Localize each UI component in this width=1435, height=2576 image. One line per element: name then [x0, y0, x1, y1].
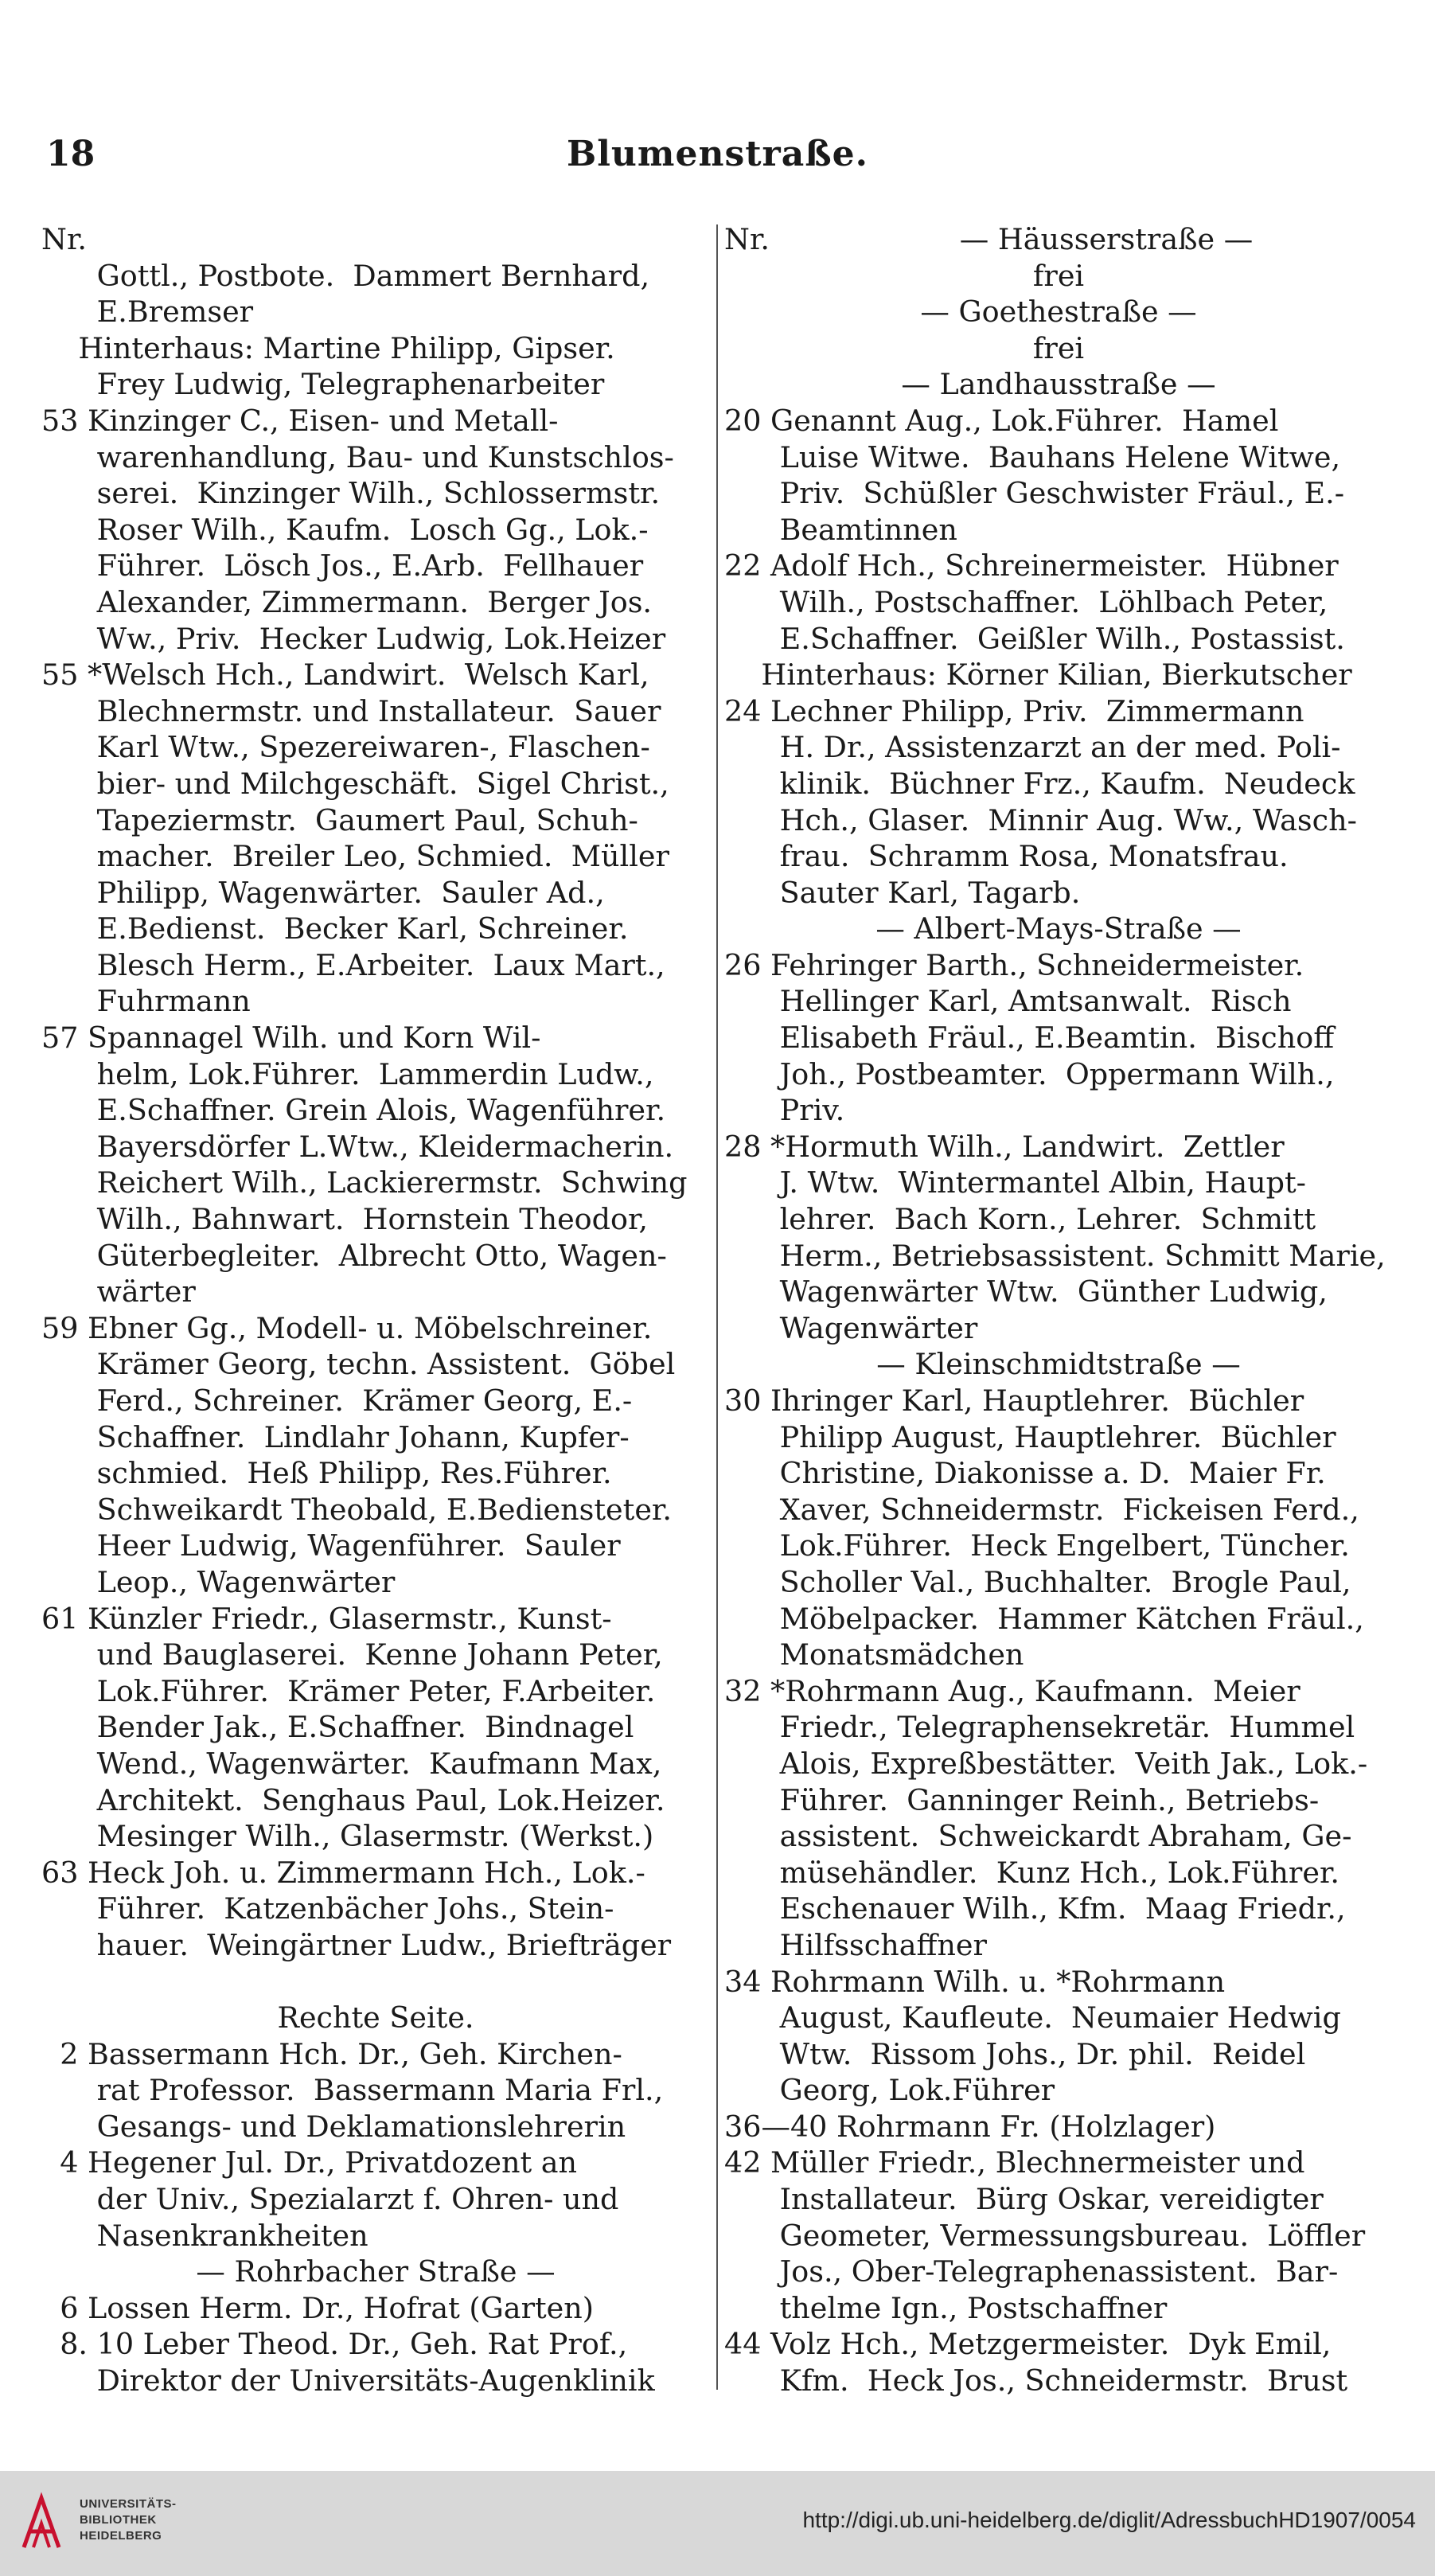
right-column-entry-line: J. Wtw. Wintermantel Albin, Haupt-	[724, 1165, 1306, 1200]
right-column-entry-line: klinik. Büchner Frz., Kaufm. Neudeck	[724, 766, 1355, 801]
right-column-entry-line: Lok.Führer. Heck Engelbert, Tüncher.	[724, 1528, 1350, 1563]
right-column-entry-line: Luise Witwe. Bauhans Helene Witwe,	[724, 439, 1341, 474]
left-column-entry-line: 6 Lossen Herm. Dr., Hofrat (Garten)	[41, 2290, 595, 2325]
left-column-entry-line: der Univ., Spezialarzt f. Ohren- und	[41, 2182, 619, 2217]
left-column-entry-line: Wend., Wagenwärter. Kaufmann Max,	[41, 1746, 662, 1781]
left-column-entry-line: 2 Bassermann Hch. Dr., Geh. Kirchen-	[41, 2036, 622, 2071]
left-column-entry-line: Lok.Führer. Krämer Peter, F.Arbeiter.	[41, 1673, 656, 1708]
left-column-entry-line: hauer. Weingärtner Ludw., Briefträger	[41, 1927, 672, 1962]
right-column-entry-line: 26 Fehringer Barth., Schneidermeister.	[724, 947, 1304, 982]
right-column-entry-line: 30 Ihringer Karl, Hauptlehrer. Büchler	[724, 1384, 1304, 1418]
left-column-entry-line: rat Professor. Bassermann Maria Frl.,	[41, 2073, 664, 2108]
left-column-entry-line: E.Schaffner. Grein Alois, Wagenführer.	[41, 1093, 666, 1128]
logo-line: BIBLIOTHEK	[80, 2513, 157, 2527]
right-column	[724, 221, 1393, 2399]
left-column-entry-line: Fuhrmann	[41, 984, 251, 1019]
left-column-entry-line: warenhandlung, Bau- und Kunstschlos-	[41, 439, 674, 474]
left-column-entry-line: Ferd., Schreiner. Krämer Georg, E.-	[41, 1384, 633, 1418]
left-column-heading-line: — Rohrbacher Straße —	[196, 2254, 556, 2289]
right-column-entry-line: Hinterhaus: Körner Kilian, Bierkutscher	[724, 658, 1352, 693]
right-column-entry-line: 44 Volz Hch., Metzgermeister. Dyk Emil,	[724, 2327, 1332, 2362]
right-column-entry-line: 24 Lechner Philipp, Priv. Zimmermann	[724, 693, 1304, 728]
left-column-entry-line: Wilh., Bahnwart. Hornstein Theodor,	[41, 1202, 649, 1237]
footer-bar	[0, 2471, 1435, 2576]
right-column-heading-line: frei	[1032, 258, 1085, 293]
right-column-entry-line: August, Kaufleute. Neumaier Hedwig	[724, 2000, 1341, 2035]
right-column-entry-line: Hch., Glaser. Minnir Aug. Ww., Wasch-	[724, 802, 1357, 837]
right-column-entry-line: assistent. Schweickardt Abraham, Ge-	[724, 1819, 1352, 1854]
left-column-entry-line: Philipp, Wagenwärter. Sauler Ad.,	[41, 875, 605, 910]
left-column-entry-line: 8. 10 Leber Theod. Dr., Geh. Rat Prof.,	[41, 2327, 628, 2362]
right-column-header	[724, 221, 1393, 258]
right-column-heading-line: — Goethestraße —	[920, 295, 1197, 330]
left-column-entry-line: Gottl., Postbote. Dammert Bernhard,	[41, 258, 650, 293]
left-column-entry-line: Führer. Katzenbächer Johs., Stein-	[41, 1891, 614, 1926]
left-column-entry-line: schmied. Heß Philipp, Res.Führer.	[41, 1456, 612, 1491]
left-column-entry-line: E.Bedienst. Becker Karl, Schreiner.	[41, 911, 629, 946]
right-column-entry-line: Monatsmädchen	[724, 1637, 1024, 1672]
left-column-entry-line: Architekt. Senghaus Paul, Lok.Heizer.	[41, 1782, 665, 1817]
right-column-entry-line: Elisabeth Fräul., E.Beamtin. Bischoff	[724, 1021, 1335, 1056]
right-column-entry-line: Möbelpacker. Hammer Kätchen Fräul.,	[724, 1601, 1364, 1636]
left-column-entry-line: Mesinger Wilh., Glasermstr. (Werkst.)	[41, 1819, 654, 1854]
right-column-entry-line: Alois, Expreßbestätter. Veith Jak., Lok.-	[724, 1746, 1368, 1781]
right-column-entry-line: Wagenwärter	[724, 1310, 978, 1345]
left-column-entry-line: Roser Wilh., Kaufm. Losch Gg., Lok.-	[41, 512, 649, 547]
right-column-entry-line: Georg, Lok.Führer	[724, 2073, 1055, 2108]
right-column-entry-line: Sauter Karl, Tagarb.	[724, 875, 1081, 910]
running-head: Blumenstraße.	[567, 134, 868, 174]
left-column-entry-line: Karl Wtw., Spezereiwaren-, Flaschen-	[41, 730, 650, 765]
left-column-entry-line: Alexander, Zimmermann. Berger Jos.	[41, 584, 653, 619]
left-column-entry-line: Schweikardt Theobald, E.Bediensteter.	[41, 1492, 672, 1527]
page-number: 18	[46, 134, 96, 174]
right-column-entry-line: Friedr., Telegraphensekretär. Hummel	[724, 1710, 1355, 1745]
right-column-entry-line: Philipp August, Hauptlehrer. Büchler	[724, 1419, 1336, 1454]
left-column-entry-line: Nasenkrankheiten	[41, 2218, 368, 2253]
left-column	[41, 221, 710, 2399]
left-column-entry-line: 57 Spannagel Wilh. und Korn Wil-	[41, 1021, 541, 1056]
right-column-nr-label: Nr.	[724, 222, 770, 256]
right-column-entry-line: Priv. Schüßler Geschwister Fräul., E.-	[724, 476, 1345, 511]
left-column-entry-line: Bayersdörfer L.Wtw., Kleidermacherin.	[41, 1129, 674, 1164]
right-column-heading-line: — Landhausstraße —	[901, 367, 1216, 402]
left-column-entry-line: Heer Ludwig, Wagenführer. Sauler	[41, 1528, 621, 1563]
right-column-section-heading: — Häusserstraße —	[959, 222, 1254, 256]
right-column-entry-line: H. Dr., Assistenzarzt an der med. Poli-	[724, 730, 1341, 765]
right-column-entry-line: Herm., Betriebsassistent. Schmitt Marie,	[724, 1238, 1386, 1273]
right-column-entry-line: Eschenauer Wilh., Kfm. Maag Friedr.,	[724, 1891, 1346, 1926]
left-column-entry-line: 4 Hegener Jul. Dr., Privatdozent an	[41, 2145, 578, 2180]
left-column-entry-line: 59 Ebner Gg., Modell- u. Möbelschreiner.	[41, 1310, 653, 1345]
left-column-entry-line: 55 *Welsch Hch., Landwirt. Welsch Karl,	[41, 658, 649, 693]
right-column-entry-line: Beamtinnen	[724, 512, 957, 547]
right-column-heading-line: frei	[1032, 330, 1085, 365]
right-column-entry-line: 20 Genannt Aug., Lok.Führer. Hamel	[724, 403, 1279, 438]
left-column-entry-line: Hinterhaus: Martine Philipp, Gipser.	[41, 330, 615, 365]
left-column-entry-line: Frey Ludwig, Telegraphenarbeiter	[41, 367, 605, 402]
right-column-entry-line: thelme Ign., Postschaffner	[724, 2290, 1168, 2325]
right-column-entry-line: E.Schaffner. Geißler Wilh., Postassist.	[724, 621, 1345, 656]
right-column-entry-line: Joh., Postbeamter. Oppermann Wilh.,	[724, 1056, 1335, 1091]
left-column-entry-line: Führer. Lösch Jos., E.Arb. Fellhauer	[41, 548, 644, 584]
right-column-entry-line: Xaver, Schneidermstr. Fickeisen Ferd.,	[724, 1492, 1359, 1527]
right-column-entry-line: Hilfsschaffner	[724, 1927, 987, 1962]
right-column-entry-line: Wagenwärter Wtw. Günther Ludwig,	[724, 1274, 1328, 1309]
left-column-entry-line: Reichert Wilh., Lackierermstr. Schwing	[41, 1165, 688, 1200]
right-column-entry-line: 22 Adolf Hch., Schreinermeister. Hübner	[724, 548, 1339, 584]
left-column-entry-line: Ww., Priv. Hecker Ludwig, Lok.Heizer	[41, 621, 666, 656]
logo-line: HEIDELBERG	[80, 2529, 162, 2543]
source-url-link[interactable]: http://digi.ub.uni-heidelberg.de/diglit/AdressbuchHD1907/0054	[802, 2508, 1416, 2532]
right-column-entry-line: 34 Rohrmann Wilh. u. *Rohrmann	[724, 1964, 1226, 1999]
left-column-entry-line: Tapeziermstr. Gaumert Paul, Schuh-	[41, 802, 638, 837]
right-column-entry-line: Priv.	[724, 1093, 845, 1128]
right-column-entry-line: 32 *Rohrmann Aug., Kaufmann. Meier	[724, 1673, 1300, 1708]
left-column-entry-line: macher. Breiler Leo, Schmied. Müller	[41, 839, 669, 874]
right-column-entry-line: Führer. Ganninger Reinh., Betriebs-	[724, 1782, 1320, 1817]
right-column-entry-line: Hellinger Karl, Amtsanwalt. Risch	[724, 984, 1292, 1019]
right-column-entry-line: 36—40 Rohrmann Fr. (Holzlager)	[724, 2109, 1216, 2144]
left-column-entry-line: und Bauglaserei. Kenne Johann Peter,	[41, 1637, 663, 1672]
left-column-entry-line: Blechnermstr. und Installateur. Sauer	[41, 693, 661, 728]
right-column-entry-line: lehrer. Bach Korn., Lehrer. Schmitt	[724, 1202, 1316, 1237]
left-column-entry-line: Nr.	[41, 222, 87, 256]
column-divider	[716, 224, 718, 2390]
right-column-entry-line: Wtw. Rissom Johs., Dr. phil. Reidel	[724, 2036, 1306, 2071]
right-column-heading-line: — Albert-Mays-Straße —	[875, 911, 1242, 946]
right-column-entry-line: Installateur. Bürg Oskar, vereidigter	[724, 2182, 1324, 2217]
left-column-entry-line: Leop., Wagenwärter	[41, 1564, 396, 1599]
left-column-entry-line: helm, Lok.Führer. Lammerdin Ludw.,	[41, 1056, 654, 1091]
left-column-entry-line: serei. Kinzinger Wilh., Schlossermstr.	[41, 476, 661, 511]
left-column-entry-line: 61 Künzler Friedr., Glasermstr., Kunst-	[41, 1601, 612, 1636]
university-library-logo-icon	[18, 2492, 65, 2555]
left-column-heading-line: Rechte Seite.	[277, 2000, 474, 2035]
right-column-entry-line: Scholler Val., Buchhalter. Brogle Paul,	[724, 1564, 1351, 1599]
right-column-entry-line: Wilh., Postschaffner. Löhlbach Peter,	[724, 584, 1328, 619]
right-column-entry-line: Jos., Ober-Telegraphenassistent. Bar-	[724, 2254, 1339, 2289]
logo-line: UNIVERSITÄTS-	[80, 2497, 177, 2511]
right-column-entry-line: Geometer, Vermessungsbureau. Löffler	[724, 2218, 1366, 2253]
right-column-entry-line: 42 Müller Friedr., Blechnermeister und	[724, 2145, 1305, 2180]
left-column-entry-line: Krämer Georg, techn. Assistent. Göbel	[41, 1347, 676, 1382]
left-column-entry-line: 63 Heck Joh. u. Zimmermann Hch., Lok.-	[41, 1855, 645, 1890]
right-column-entry-line: Kfm. Heck Jos., Schneidermstr. Brust	[724, 2363, 1348, 2398]
left-column-entry-line: Direktor der Universitäts-Augenklinik	[41, 2363, 655, 2398]
right-column-heading-line: — Kleinschmidtstraße —	[876, 1347, 1241, 1382]
left-column-entry-line: 53 Kinzinger C., Eisen- und Metall-	[41, 403, 559, 438]
right-column-entry-line: frau. Schramm Rosa, Monatsfrau.	[724, 839, 1289, 874]
left-column-entry-line: Bender Jak., E.Schaffner. Bindnagel	[41, 1710, 634, 1745]
left-column-entry-line: wärter	[41, 1274, 196, 1309]
right-column-entry-line: 28 *Hormuth Wilh., Landwirt. Zettler	[724, 1129, 1285, 1164]
library-logo-text	[80, 2496, 177, 2544]
left-column-entry-line: bier- und Milchgeschäft. Sigel Christ.,	[41, 766, 669, 801]
left-column-entry-line: Güterbegleiter. Albrecht Otto, Wagen-	[41, 1238, 667, 1273]
left-column-entry-line: E.Bremser	[41, 295, 254, 330]
left-column-entry-line: Schaffner. Lindlahr Johann, Kupfer-	[41, 1419, 630, 1454]
right-column-entry-line: müsehändler. Kunz Hch., Lok.Führer.	[724, 1855, 1339, 1890]
left-column-entry-line	[41, 1964, 710, 2000]
left-column-entry-line: Gesangs- und Deklamationslehrerin	[41, 2109, 626, 2144]
left-column-entry-line: Blesch Herm., E.Arbeiter. Laux Mart.,	[41, 947, 665, 982]
right-column-entry-line: Christine, Diakonisse a. D. Maier Fr.	[724, 1456, 1326, 1491]
